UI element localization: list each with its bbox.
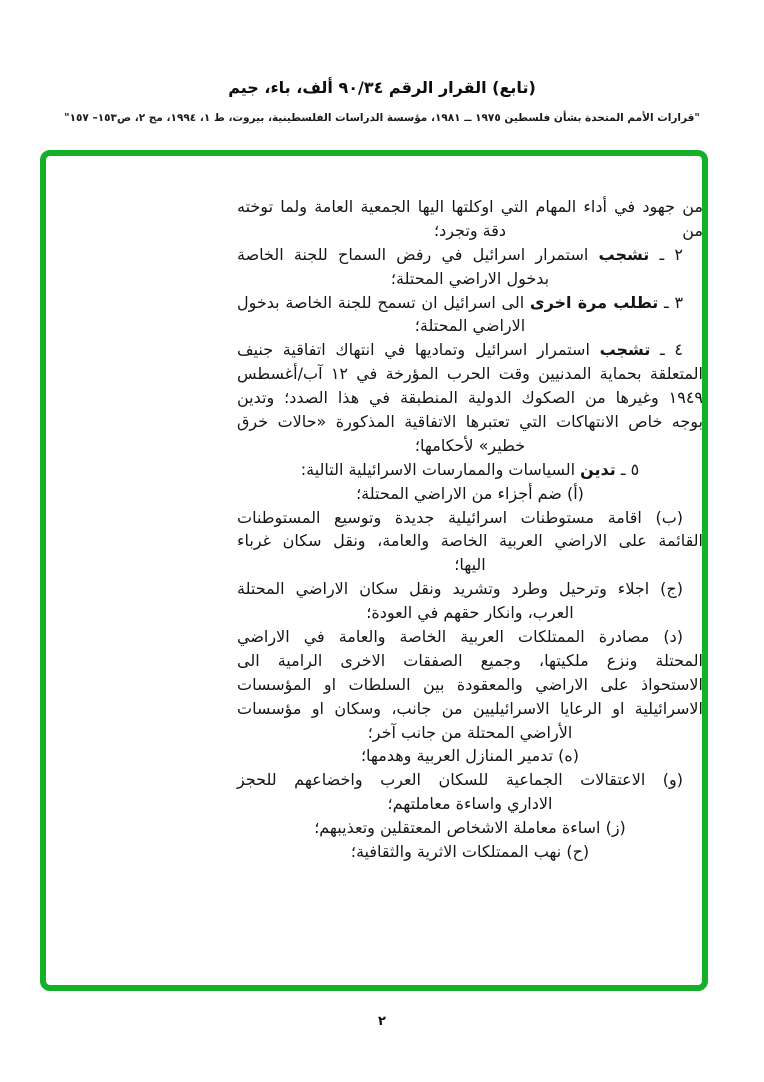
bold-text-segment: تشجب (598, 244, 650, 264)
text-segment: الاستحواذ على الاراضي والمعقودة بين السلطات او المؤسسات (237, 674, 703, 694)
text-line (237, 362, 703, 386)
text-segment: ٤ ـ (650, 340, 683, 360)
text-segment: القائمة على الاراضي العربية الخاصة والعامة، ونقل سكان غرباء (237, 531, 703, 551)
text-segment: ٥ ـ (615, 459, 640, 479)
text-segment: خطير» لأحكامها؛ (414, 435, 526, 455)
text-segment: اليها؛ (454, 555, 486, 575)
text-segment: ١٩٤٩ وغيرها من الصكوك الدولية المنطبقة في هذا الصدد؛ وتدين (237, 388, 703, 408)
text-line (237, 840, 703, 864)
text-line (237, 434, 703, 458)
text-line (237, 529, 703, 553)
text-line (237, 458, 703, 482)
text-segment: بدخول الاراضي المحتلة؛ (390, 268, 550, 288)
text-segment: استمرار اسرائيل في رفض السماح للجنة الخاصة (237, 244, 599, 264)
text-segment: (ز) اساءة معاملة الاشخاص المعتقلين وتعذيبهم؛ (314, 818, 626, 838)
text-line (237, 291, 703, 315)
body-text (237, 195, 703, 864)
text-segment: (ح) نهب الممتلكات الاثرية والثقافية؛ (350, 842, 590, 862)
text-line (237, 219, 703, 243)
text-line (237, 744, 703, 768)
text-line (237, 506, 703, 530)
source-citation: "قرارات الأمم المتحدة بشأن فلسطين ١٩٧٥ ــ ١٩٨١، مؤسسة الدراسات الفلسطينية، بيروت، ط ١، ١٩٩٤، مج ٢، ص١٥٣– ١٥٧" (64, 112, 700, 124)
text-segment: الاسرائيلية او الرعايا الاسرائيليين من جانب، وسكان او مؤسسات (237, 698, 703, 718)
text-line (237, 649, 703, 673)
text-line (237, 267, 703, 291)
text-line (237, 338, 703, 362)
page-title: (تابع) القرار الرقم ٩٠/٣٤ ألف، باء، جيم (228, 78, 536, 97)
text-line (237, 625, 703, 649)
text-segment: دقة وتجرد؛ (434, 220, 506, 240)
text-line (237, 410, 703, 434)
text-line (237, 482, 703, 506)
text-line (237, 601, 703, 625)
text-segment: الاداري واساءة معاملتهم؛ (387, 794, 553, 814)
text-segment: (ب) اقامة مستوطنات اسرائيلية جديدة وتوسيع المستوطنات (237, 507, 683, 527)
text-segment: (أ) ضم أجزاء من الاراضي المحتلة؛ (356, 483, 584, 503)
text-segment: (ج) اجلاء وترحيل وطرد وتشريد ونقل سكان الاراضي المحتلة (237, 579, 683, 599)
text-line (237, 553, 703, 577)
text-segment: السياسات والممارسات الاسرائيلية التالية: (300, 459, 581, 479)
text-segment: (و) الاعتقالات الجماعية للسكان العرب واخضاعهم للحجز (237, 770, 683, 790)
text-segment: من جهود في أداء المهام التي اوكلتها اليها الجمعية العامة ولما توخته من (237, 197, 703, 240)
text-line (237, 768, 703, 792)
text-line (237, 792, 703, 816)
page-number: ٢ (378, 1014, 386, 1029)
text-line (237, 386, 703, 410)
text-segment: المحتلة ونزع ملكيتها، وجميع الصفقات الاخرى الرامية الى (237, 650, 703, 670)
text-segment: الى اسرائيل ان تسمح للجنة الخاصة بدخول (237, 292, 530, 312)
text-line (237, 314, 703, 338)
text-segment: (ه) تدمير المنازل العربية وهدمها؛ (360, 746, 580, 766)
text-segment: الاراضي المحتلة؛ (414, 316, 526, 336)
text-segment: بوجه خاص الانتهاكات التي تعتبرها الاتفاقية المذكورة «حالات خرق (237, 412, 703, 432)
text-segment: (د) مصادرة الممتلكات العربية الخاصة والعامة في الاراضي (237, 627, 683, 647)
text-segment: المتعلقة بحماية المدنيين وقت الحرب المؤرخة في ١٢ آب/أغسطس (237, 364, 703, 384)
text-line (237, 816, 703, 840)
text-line (237, 243, 703, 267)
bold-text-segment: تدين (580, 459, 616, 479)
text-line (237, 721, 703, 745)
text-segment: العرب، وانكار حقهم في العودة؛ (366, 603, 574, 623)
text-segment: استمرار اسرائيل وتماديها في انتهاك اتفاقية جنيف (237, 340, 600, 360)
bold-text-segment: تطلب مرة اخرى (529, 292, 659, 312)
text-line (237, 697, 703, 721)
bold-text-segment: تشجب (599, 340, 651, 360)
text-segment: ٣ ـ (658, 292, 684, 312)
text-line (237, 673, 703, 697)
text-line (237, 577, 703, 601)
text-segment: الأراضي المحتلة من جانب آخر؛ (367, 722, 573, 742)
text-segment: ٢ ـ (649, 244, 683, 264)
